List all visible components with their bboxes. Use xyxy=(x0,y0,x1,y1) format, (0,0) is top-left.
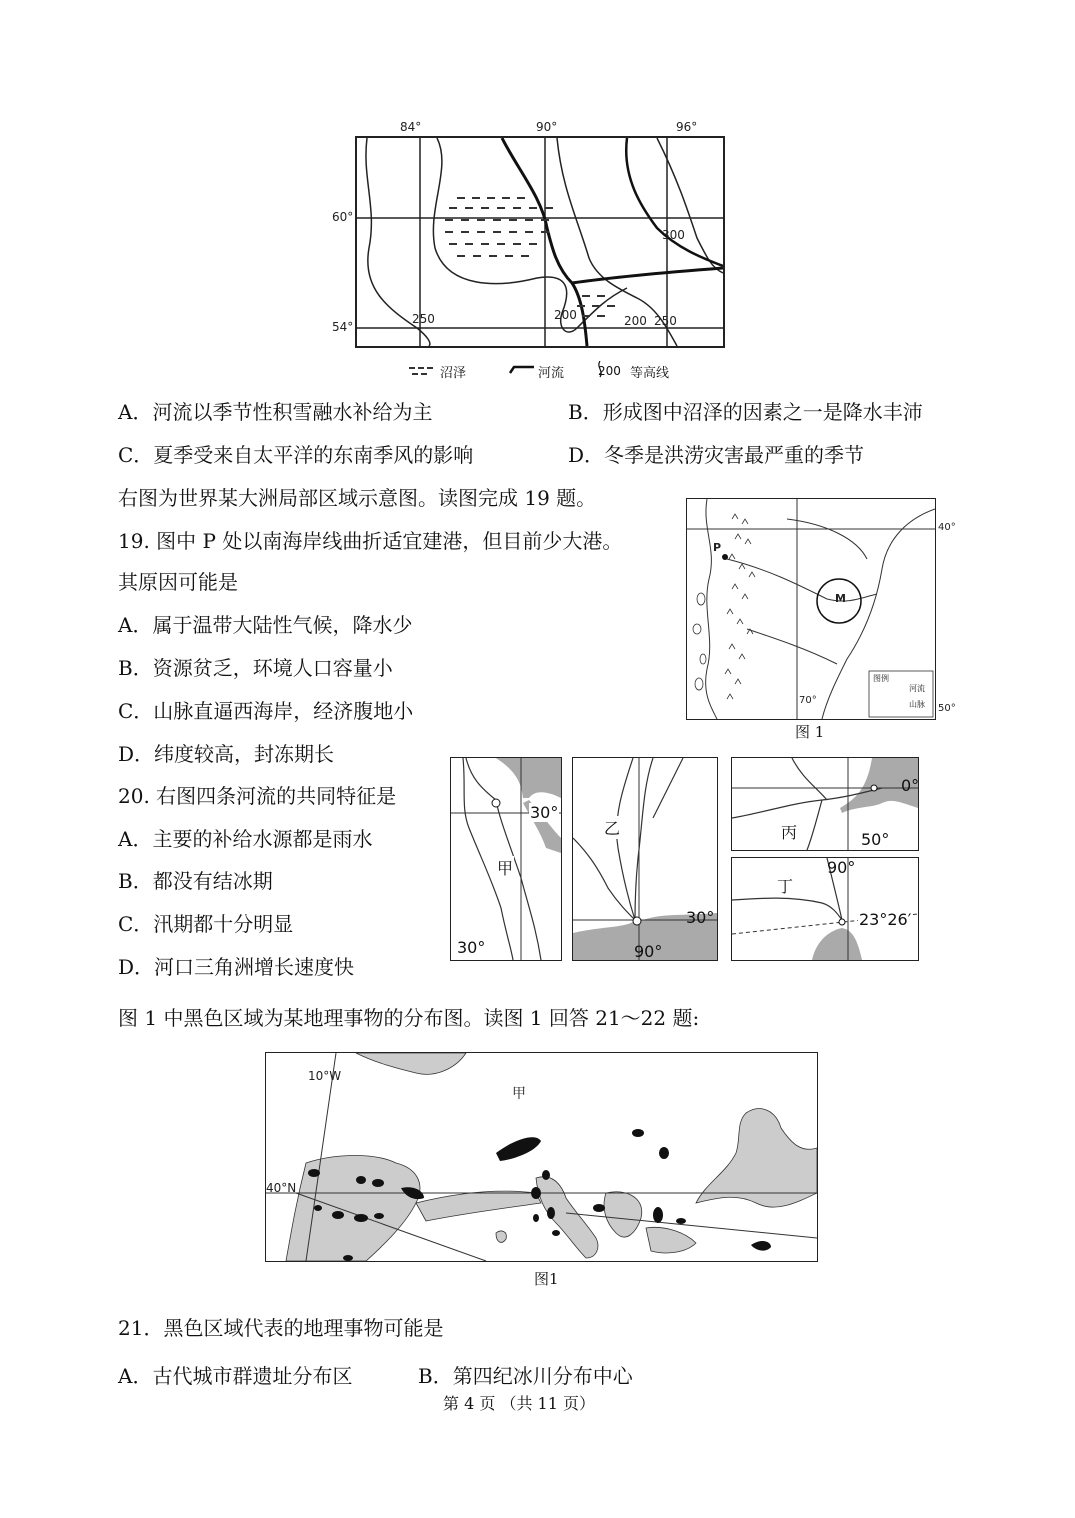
lat-label-60: 60° xyxy=(332,210,354,224)
q19-option-a[interactable]: A．属于温带大陆性气候，降水少 xyxy=(118,613,413,637)
label-p: P xyxy=(713,541,722,554)
point-p-dot xyxy=(722,554,728,560)
bing-name: 丙 xyxy=(780,820,798,843)
legend-river-label: 河流 xyxy=(538,366,565,381)
ding-label-tropic: 23°26′ xyxy=(859,910,912,929)
ding-label-90: 90° xyxy=(827,858,856,877)
lat-label-54: 54° xyxy=(332,320,354,334)
q20-option-b[interactable]: B．都没有结冰期 xyxy=(118,869,273,893)
q18-option-c[interactable]: C．夏季受来自太平洋的东南季风的影响 xyxy=(118,443,474,467)
yi-label-30: 30° xyxy=(686,908,715,927)
q19-stem-1: 19. 图中 P 处以南海岸线曲折适宜建港，但目前少大港。 xyxy=(118,529,623,553)
lon-label-84: 84° xyxy=(400,120,422,134)
river-map-ding xyxy=(731,857,919,961)
andes-mountains xyxy=(725,514,755,699)
q20-option-c[interactable]: C．汛期都十分明显 xyxy=(118,912,294,936)
q20-stem: 20. 右图四条河流的共同特征是 xyxy=(118,784,397,808)
jia-label-30-bottom: 30° xyxy=(457,938,486,957)
page-footer: 第 4 页 （共 11 页） xyxy=(443,1394,595,1413)
contour-label-300: 300 xyxy=(662,228,685,242)
river-map-jia xyxy=(450,757,562,961)
bing-label-0: 0° xyxy=(901,776,920,795)
yi-name: 乙 xyxy=(603,816,621,839)
contour-label-250: 250 xyxy=(412,312,435,326)
q20-option-a[interactable]: A．主要的补给水源都是雨水 xyxy=(118,827,373,851)
label-m: M xyxy=(835,592,846,605)
contour-label-200b: 200 xyxy=(624,314,647,328)
q19-stem-2: 其原因可能是 xyxy=(118,570,238,594)
south-america-drawing xyxy=(687,499,935,719)
europe-map-drawing xyxy=(266,1053,817,1261)
q18-option-a[interactable]: A．河流以季节性积雪融水补给为主 xyxy=(118,400,433,424)
legend-title: 图例 xyxy=(873,674,889,683)
ding-name: 丁 xyxy=(776,874,794,897)
jia-label-30-top: 30° xyxy=(530,803,559,822)
yi-label-90: 90° xyxy=(634,942,663,961)
q19-option-b[interactable]: B．资源贫乏，环境人口容量小 xyxy=(118,656,393,680)
q21-intro: 图 1 中黑色区域为某地理事物的分布图。读图 1 回答 21～22 题: xyxy=(118,1006,700,1030)
river-map-bing xyxy=(731,757,919,851)
legend-contour-value: 200 xyxy=(598,364,621,378)
q19-intro: 右图为世界某大洲局部区域示意图。读图完成 19 题。 xyxy=(118,486,597,510)
lon-label-96: 96° xyxy=(676,120,698,134)
map21-caption: 图1 xyxy=(534,1270,559,1288)
jia-name: 甲 xyxy=(496,856,514,879)
river-map-yi xyxy=(572,757,718,961)
swamp-icon xyxy=(408,365,436,377)
q19-option-d[interactable]: D．纬度较高，封冻期长 xyxy=(118,742,335,766)
q21-stem: 21．黑色区域代表的地理事物可能是 xyxy=(118,1316,444,1340)
legend-swamp-label: 沼泽 xyxy=(440,366,467,381)
lon-label-90: 90° xyxy=(536,120,558,134)
siberia-legend xyxy=(408,361,688,381)
q21-option-b[interactable]: B．第四纪冰川分布中心 xyxy=(418,1364,633,1388)
siberia-map xyxy=(355,136,725,348)
lat-label-40: 40° xyxy=(938,522,956,533)
q21-option-a[interactable]: A．古代城市群遗址分布区 xyxy=(118,1364,353,1388)
europe-map xyxy=(265,1052,818,1262)
swamp-area xyxy=(445,198,615,316)
q19-option-c[interactable]: C．山脉直逼西海岸，经济腹地小 xyxy=(118,699,414,723)
region-label-jia: 甲 xyxy=(512,1086,526,1102)
contour-label-200: 200 xyxy=(554,308,577,322)
lat-label-50: 50° xyxy=(938,703,956,714)
legend-river: 河流 xyxy=(909,684,925,693)
lat-label-40n: 40°N xyxy=(266,1181,297,1195)
map19-caption: 图 1 xyxy=(795,723,825,741)
lon-label-70: 70° xyxy=(799,695,817,706)
river-icon xyxy=(508,364,536,376)
contour-label-250b: 250 xyxy=(654,314,677,328)
q18-option-b[interactable]: B．形成图中沼泽的因素之一是降水丰沛 xyxy=(568,400,923,424)
q20-option-d[interactable]: D．河口三角洲增长速度快 xyxy=(118,955,355,979)
legend-mountain: 山脉 xyxy=(909,700,925,709)
q18-option-d[interactable]: D．冬季是洪涝灾害最严重的季节 xyxy=(568,443,865,467)
legend-contour-label: 等高线 xyxy=(630,366,670,381)
lon-label-10w: 10°W xyxy=(308,1069,342,1083)
bing-label-50: 50° xyxy=(861,830,890,849)
south-america-map xyxy=(686,498,936,720)
